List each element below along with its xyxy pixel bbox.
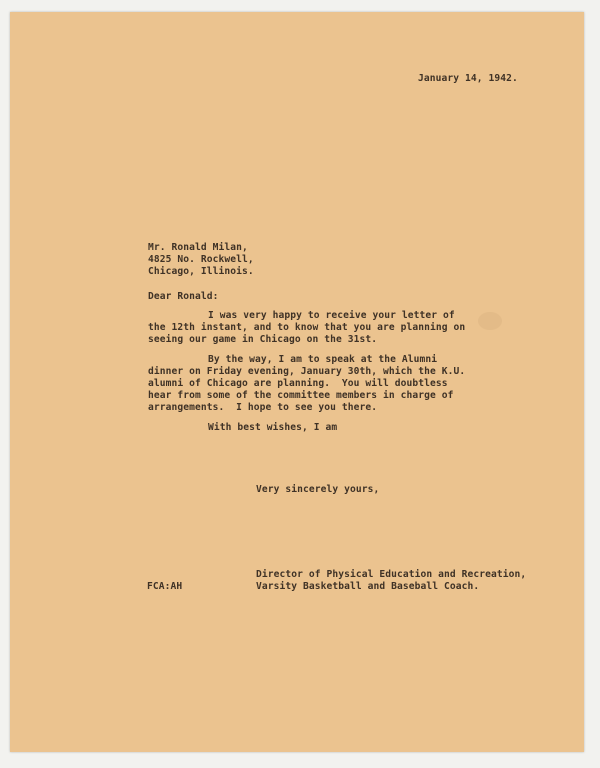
recipient-city: Chicago, Illinois. xyxy=(148,266,254,277)
letter-page xyxy=(10,12,584,752)
salutation: Dear Ronald: xyxy=(148,291,219,302)
paragraph-1-line: the 12th instant, and to know that you are planning on xyxy=(148,322,466,333)
paragraph-2-line: arrangements. I hope to see you there. xyxy=(148,402,378,413)
closing-wishes: With best wishes, I am xyxy=(208,422,338,433)
paragraph-1-line: I was very happy to receive your letter of xyxy=(208,310,455,321)
recipient-name: Mr. Ronald Milan, xyxy=(148,242,248,253)
paragraph-2-line: By the way, I am to speak at the Alumni xyxy=(208,354,438,365)
paragraph-2-line: dinner on Friday evening, January 30th, which the K.U. xyxy=(148,366,466,377)
paragraph-1-line: seeing our game in Chicago on the 31st. xyxy=(148,334,378,345)
reference-initials: FCA:AH xyxy=(147,581,183,592)
paragraph-2-line: hear from some of the committee members in charge of xyxy=(148,390,454,401)
letter-date: January 14, 1942. xyxy=(418,73,518,84)
paragraph-2-line: alumni of Chicago are planning. You will doubtless xyxy=(148,378,448,389)
signature-title-line: Director of Physical Education and Recreation, xyxy=(256,569,527,580)
complimentary-close: Very sincerely yours, xyxy=(256,484,380,495)
recipient-street: 4825 No. Rockwell, xyxy=(148,254,254,265)
paper-stain xyxy=(478,312,502,330)
signature-title-line: Varsity Basketball and Baseball Coach. xyxy=(256,581,480,592)
